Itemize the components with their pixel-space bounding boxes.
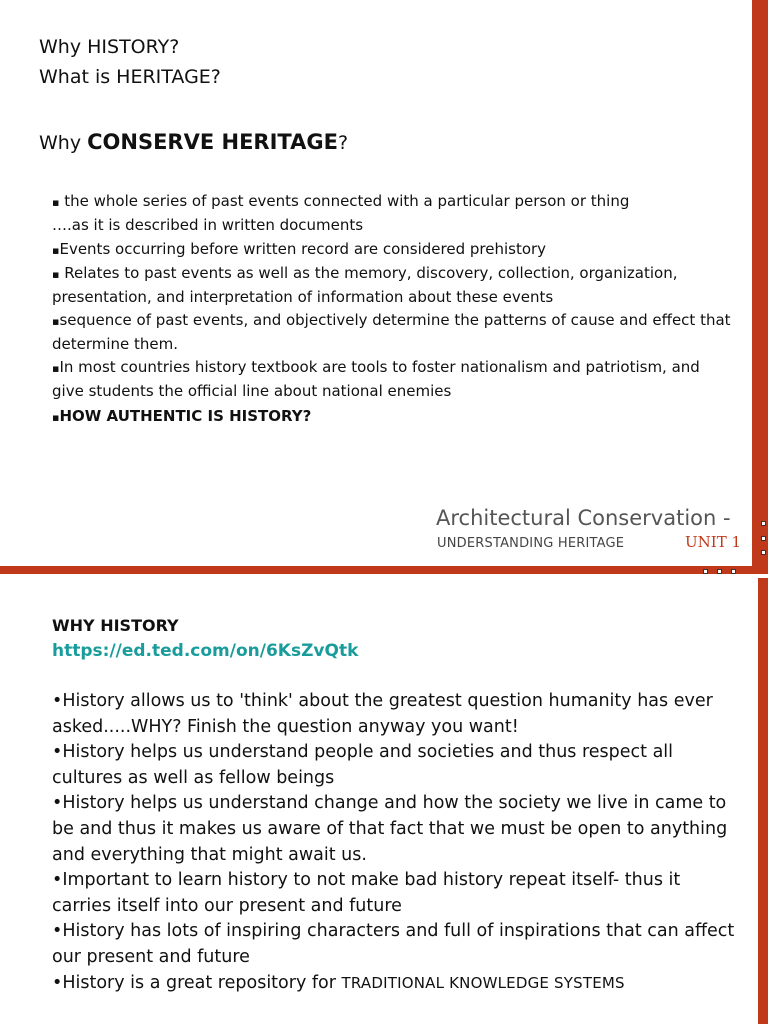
footer-title: Architectural Conservation - (436, 506, 731, 530)
right-accent-bar (758, 578, 768, 1024)
slide-marker-icon (761, 521, 766, 526)
bullet-list (52, 190, 732, 429)
slide-marker-icon (703, 569, 708, 574)
ted-link[interactable]: https://ed.ted.com/on/6KsZvQtk (52, 641, 359, 661)
bullet-marker: ▪ (52, 196, 60, 209)
bullet-text: In most countries history textbook are tools to foster nationalism and patriotism, and give students the official line about national enemies (52, 358, 700, 400)
slide-marker-icon (717, 569, 722, 574)
bullet-text: History allows us to 'think' about the greatest question humanity has ever asked.....WHY? Finish the question anyway you want! (52, 691, 713, 737)
bullet-marker: • (52, 793, 63, 814)
list-item (52, 262, 732, 309)
list-item (52, 689, 742, 740)
list-item-bold (52, 405, 732, 429)
bullet-marker: ▪ (52, 268, 60, 281)
bullet-caps-text: TRADITIONAL KNOWLEDGE SYSTEMS (341, 973, 625, 992)
bullet-text: Events occurring before written record are considered prehistory (59, 240, 547, 258)
bottom-accent-bar (0, 566, 768, 574)
slide-marker-icon (731, 569, 736, 574)
list-item (52, 309, 732, 356)
list-item (52, 214, 732, 238)
title-what-is-heritage: What is HERITAGE? (39, 66, 221, 88)
bullet-text: History helps us understand change and how the society we live in came to be and thus it makes us aware of that fact that we must be open to anything and everything that might await us. (52, 793, 728, 865)
list-item (52, 868, 742, 919)
title-bold: CONSERVE HERITAGE (87, 130, 338, 154)
bullet-text: History has lots of inspiring characters and full of inspirations that can affect our present and future (52, 921, 735, 967)
title-prefix: Why (39, 132, 88, 154)
bullet-marker: ▪ (52, 362, 60, 375)
bullet-marker: • (52, 921, 63, 942)
bullet-text: the whole series of past events connected with a particular person or thing (59, 192, 630, 210)
title-why-conserve (39, 129, 348, 156)
slide-2 (0, 578, 768, 1024)
slide-marker-icon (761, 550, 766, 555)
list-item (52, 356, 732, 403)
bullet-list (52, 689, 742, 996)
section-heading: WHY HISTORY (52, 616, 179, 635)
title-suffix: ? (337, 132, 349, 154)
bullet-text: sequence of past events, and objectively determine the patterns of cause and effect that determine them. (52, 311, 731, 353)
bullet-text: Important to learn history to not make bad history repeat itself- thus it carries itself into our present and future (52, 870, 681, 916)
list-item (52, 919, 742, 970)
bullet-marker: • (52, 870, 63, 891)
footer-unit: UNIT 1 (685, 533, 742, 551)
bullet-marker: ▪ (52, 244, 60, 257)
list-item (52, 190, 732, 214)
list-item (52, 238, 732, 262)
list-item (52, 740, 742, 791)
slide-marker-icon (761, 536, 766, 541)
bullet-marker: ▪ (52, 411, 60, 424)
bullet-text: ….as it is described in written documents (52, 216, 364, 234)
bullet-marker: • (52, 972, 63, 993)
right-accent-bar (752, 0, 768, 574)
list-item (52, 791, 742, 868)
footer-subtitle: UNDERSTANDING HERITAGE (437, 536, 625, 551)
bullet-text: Relates to past events as well as the memory, discovery, collection, organization, presentation, and interpretation of information about these events (52, 264, 678, 306)
list-item (52, 971, 742, 997)
bullet-marker: • (52, 691, 63, 711)
bullet-marker: ▪ (52, 315, 60, 328)
bullet-marker: • (52, 742, 63, 763)
bullet-text: History helps us understand people and societies and thus respect all cultures as well as fellow beings (52, 742, 674, 788)
bullet-text: HOW AUTHENTIC IS HISTORY? (59, 407, 312, 425)
title-why-history: Why HISTORY? (39, 36, 180, 58)
bullet-text: History is a great repository for (62, 972, 342, 993)
